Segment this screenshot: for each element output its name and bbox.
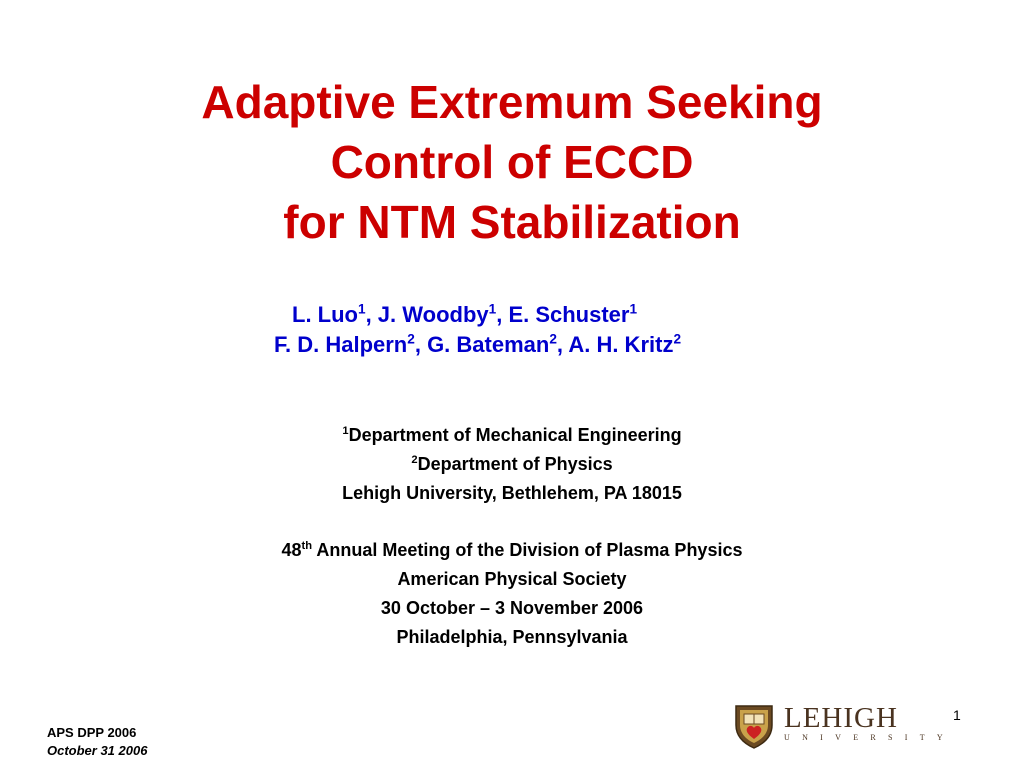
title-line-1: Adaptive Extremum Seeking xyxy=(201,76,823,128)
author-separator: , xyxy=(496,302,509,327)
slide-title xyxy=(0,72,1024,252)
meeting-title: Annual Meeting of the Division of Plasma Physics xyxy=(312,540,743,560)
logo-wordmark: LEHIGH xyxy=(784,702,898,734)
author-name: E. Schuster xyxy=(508,302,630,327)
meeting-name xyxy=(0,536,1024,565)
author-separator: , xyxy=(365,302,378,327)
author-name: A. H. Kritz xyxy=(568,332,674,357)
author-name: F. D. Halpern xyxy=(274,332,408,357)
author-line-1 xyxy=(292,300,637,330)
lehigh-shield-icon xyxy=(732,703,776,749)
author-separator: , xyxy=(556,332,569,357)
author-line-2 xyxy=(274,330,681,360)
author-separator: , xyxy=(414,332,428,357)
affiliation-2 xyxy=(0,450,1024,479)
affiliation-mark: 2 xyxy=(411,454,418,466)
author-affil-mark: 1 xyxy=(629,301,638,317)
footer-conference: APS DPP 2006 xyxy=(47,725,137,740)
author-affil-mark: 2 xyxy=(407,331,415,347)
author-name: G. Bateman xyxy=(427,332,550,357)
footer-date: October 31 2006 xyxy=(47,743,148,758)
logo-subtitle: UNIVERSITY xyxy=(784,733,955,742)
affiliation-text: Department of Mechanical Engineering xyxy=(348,425,682,445)
affiliation-address: Lehigh University, Bethlehem, PA 18015 xyxy=(342,483,682,503)
meeting-number: 48 xyxy=(281,540,302,560)
title-line-3: for NTM Stabilization xyxy=(283,196,741,248)
author-name: J. Woodby xyxy=(377,302,489,327)
page-number: 1 xyxy=(953,707,961,723)
author-affil-mark: 2 xyxy=(549,331,557,347)
author-affil-mark: 2 xyxy=(673,331,682,347)
lehigh-logo xyxy=(732,702,955,753)
affiliation-mark: 1 xyxy=(342,425,349,437)
affiliation-1 xyxy=(0,421,1024,450)
meeting-place: Philadelphia, Pennsylvania xyxy=(396,627,628,647)
slide-footer xyxy=(47,724,147,760)
meeting-info xyxy=(0,536,1024,652)
author-affil-mark: 1 xyxy=(488,301,497,317)
author-name: L. Luo xyxy=(292,302,358,327)
affiliation-text: Department of Physics xyxy=(417,454,613,474)
meeting-dates: 30 October – 3 November 2006 xyxy=(380,598,644,618)
title-line-2: Control of ECCD xyxy=(330,136,694,188)
meeting-number-suffix: th xyxy=(301,540,313,552)
affiliations xyxy=(0,421,1024,508)
meeting-society: American Physical Society xyxy=(397,569,627,589)
author-affil-mark: 1 xyxy=(357,301,366,317)
